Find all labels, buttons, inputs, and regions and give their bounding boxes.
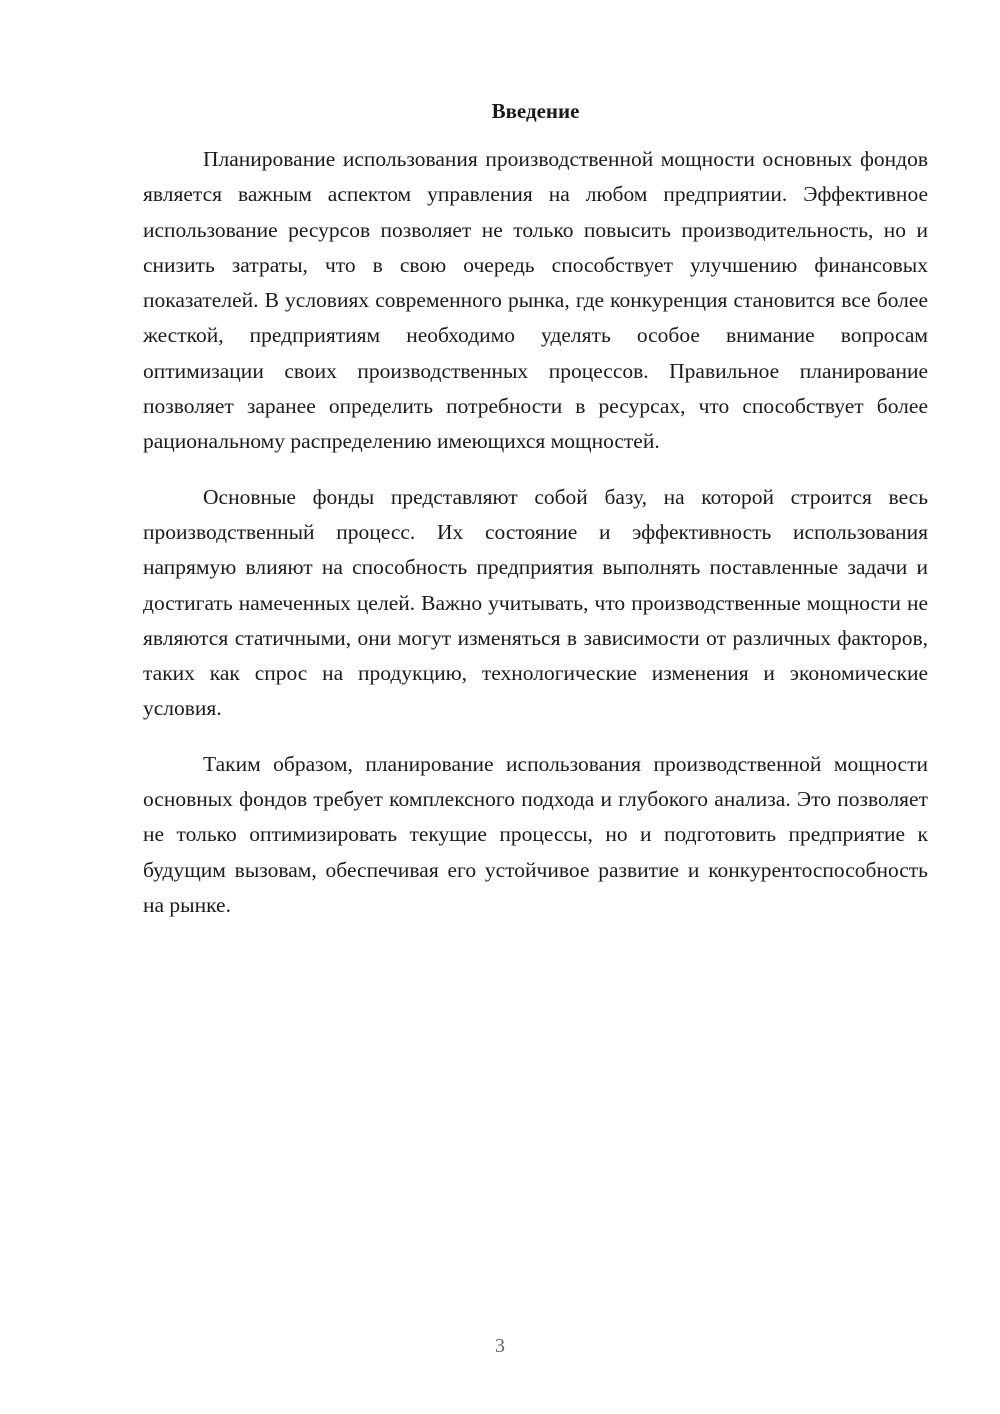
page-number: 3 — [495, 1335, 505, 1357]
paragraph-3: Таким образом, планирование использования производственной мощности основных фондов требует комплексного подхода и глубокого анализа. Это позволяет не только оптимизировать текущие процессы, но и подготовить предприятие к будущим вызовам, обеспечивая его устойчивое развитие и конкурентоспособность на рынке. — [143, 751, 928, 917]
paragraph-2: Основные фонды представляют собой базу, на которой строится весь производственный процесс. Их состояние и эффективность использования напрямую влияют на способность предприятия выполнять поставленные задачи и достигать намеченных целей. Важно учитывать, что производственные мощности не являются статичными, они могут изменяться в зависимости от различных факторов, таких как спрос на продукцию, технологические изменения и экономические условия. — [143, 484, 928, 721]
section-heading: Введение — [491, 99, 580, 123]
paragraph-1: Планирование использования производственной мощности основных фондов является важным аспектом управления на любом предприятии. Эффективное использование ресурсов позволяет не только повысить производительность, но и снизить затраты, что в свою очередь способствует улучшению финансовых показателей. В условиях современного рынка, где конкуренция становится все более жесткой, предприятиям необходимо уделять особое внимание вопросам оптимизации своих производственных процессов. Правильное планирование позволяет заранее определить потребности в ресурсах, что способствует более рациональному распределению имеющихся мощностей. — [143, 147, 928, 454]
body-text — [143, 142, 928, 943]
